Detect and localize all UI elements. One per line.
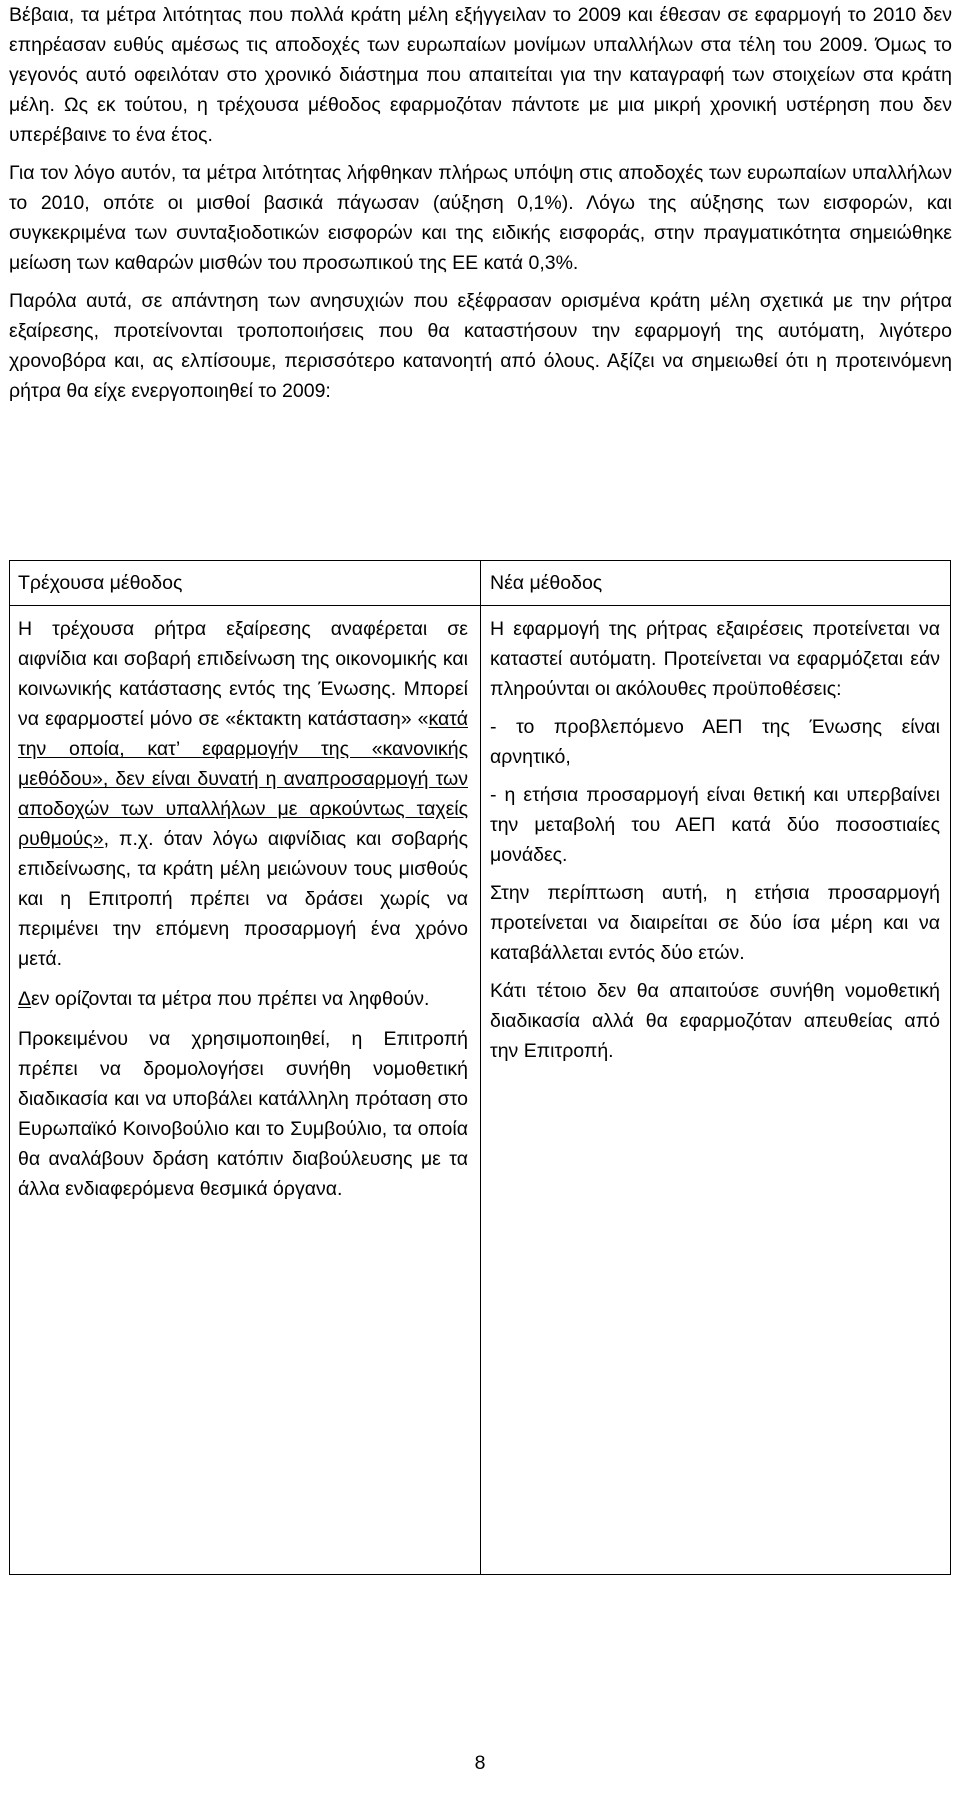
- new-method-condition-1: - το προβλεπόμενο ΑΕΠ της Ένωσης είναι αρνητικό,: [490, 716, 940, 768]
- current-method-cell: [18, 614, 468, 1204]
- current-method-text-cont: , π.χ. όταν λόγω αιφνίδιας και σοβαρής επιδείνωσης, τα κράτη μέλη μειώνουν τους μισθούς και η Επιτροπή πρέπει να δράσει χωρίς να περιμένει την επόμενη προσαρμογή ένα χρόνο μετά.: [18, 828, 468, 970]
- document-body: [9, 0, 952, 406]
- header-current-method: Τρέχουσα μέθοδος: [18, 572, 183, 594]
- current-method-paragraph-3: Προκειμένου να χρησιμοποιηθεί, η Επιτροπή πρέπει να δρομολογήσει συνήθη νομοθετική διαδικασία και να υποβάλει κατάλληλη πρόταση στο Ευρωπαϊκό Κοινοβούλιο και το Συμβούλιο, τα οποία θα αναλάβουν δράση κατόπιν διαβούλευσης με τα άλλα ενδιαφερόμενα θεσμικά όργανα.: [18, 1028, 468, 1200]
- new-method-paragraph-1: Η εφαρμογή της ρήτρας εξαιρέσεις προτείνεται να καταστεί αυτόματη. Προτείνεται να εφαρμόζεται εάν πληρούνται οι ακόλουθες προϋποθέσεις:: [490, 618, 940, 700]
- new-method-paragraph-4: Στην περίπτωση αυτή, η ετήσια προσαρμογή προτείνεται να διαιρείται σε δύο ίσα μέρη και να καταβάλλεται εντός δύο ετών.: [490, 882, 940, 964]
- new-method-paragraph-5: Κάτι τέτοιο δεν θα απαιτούσε συνήθη νομοθετική διαδικασία αλλά θα εφαρμοζόταν απευθείας από την Επιτροπή.: [490, 980, 940, 1062]
- current-method-text: Η τρέχουσα ρήτρα εξαίρεσης αναφέρεται σε αιφνίδια και σοβαρή επιδείνωση της οικονομικής και κοινωνικής κατάστασης εντός της Ένωσης. Μπορεί να εφαρμοστεί μόνο σε «έκτακτη κατάσταση» «: [18, 618, 468, 730]
- current-method-measures: εν ορίζονται τα μέτρα που πρέπει να ληφθούν.: [31, 988, 430, 1010]
- table-body-row: [9, 606, 951, 1575]
- new-method-condition-2: - η ετήσια προσαρμογή είναι θετική και υπερβαίνει την μεταβολή του ΑΕΠ κατά δύο ποσοστιαίες μονάδες.: [490, 784, 940, 866]
- header-new-method: Νέα μέθοδος: [490, 572, 603, 594]
- column-divider: [480, 561, 481, 607]
- new-method-cell: [490, 614, 940, 1066]
- paragraph-3: Παρόλα αυτά, σε απάντηση των ανησυχιών που εξέφρασαν ορισμένα κράτη μέλη σχετικά με την ρήτρα εξαίρεσης, προτείνονται τροποποιήσεις που θα καταστήσουν την εφαρμογή της αυτόματη, λιγότερο χρονοβόρα και, ας ελπίσουμε, περισσότερο κατανοητή από όλους. Αξίζει να σημειωθεί ότι η προτεινόμενη ρήτρα θα είχε ενεργοποιηθεί το 2009:: [9, 290, 952, 402]
- paragraph-2: Για τον λόγο αυτόν, τα μέτρα λιτότητας λήφθηκαν πλήρως υπόψη στις αποδοχές των ευρωπαίων υπαλλήλων το 2010, οπότε οι μισθοί βασικά πάγωσαν (αύξηση 0,1%). Λόγω της αύξησης των εισφορών, και συγκεκριμένα των συνταξιοδοτικών εισφορών και της ειδικής εισφοράς, στην πραγματικότητα σημειώθηκε μείωση των καθαρών μισθών του προσωπικού της ΕΕ κατά 0,3%.: [9, 162, 952, 274]
- column-divider: [480, 606, 481, 1574]
- table-header-row: [9, 560, 951, 606]
- current-method-quote: κατά την οποία, κατ’ εφαρμογήν της «κανονικής μεθόδου», δεν είναι δυνατή η αναπροσαρμογή των αποδοχών των υπαλλήλων με αρκούντως ταχείς ρυθμούς»: [18, 708, 468, 850]
- paragraph-1: Βέβαια, τα μέτρα λιτότητας που πολλά κράτη μέλη εξήγγειλαν το 2009 και έθεσαν σε εφαρμογή το 2010 δεν επηρέασαν ευθύς αμέσως τις αποδοχές των ευρωπαίων μονίμων υπαλλήλων στα τέλη του 2009. Όμως το γεγονός αυτό οφειλόταν στο χρονικό διάστημα που απαιτείται για την καταγραφή των στοιχείων στα κράτη μέλη. Ως εκ τούτου, η τρέχουσα μέθοδος εφαρμοζόταν πάντοτε με μια μικρή χρονική υστέρηση που δεν υπερέβαινε το ένα έτος.: [9, 4, 952, 146]
- comparison-table: [9, 560, 951, 1575]
- current-method-initial: Δ: [18, 988, 32, 1010]
- page-number: 8: [474, 1752, 486, 1774]
- current-method-paragraph-1: [18, 614, 468, 974]
- current-method-paragraph-2: [18, 984, 468, 1014]
